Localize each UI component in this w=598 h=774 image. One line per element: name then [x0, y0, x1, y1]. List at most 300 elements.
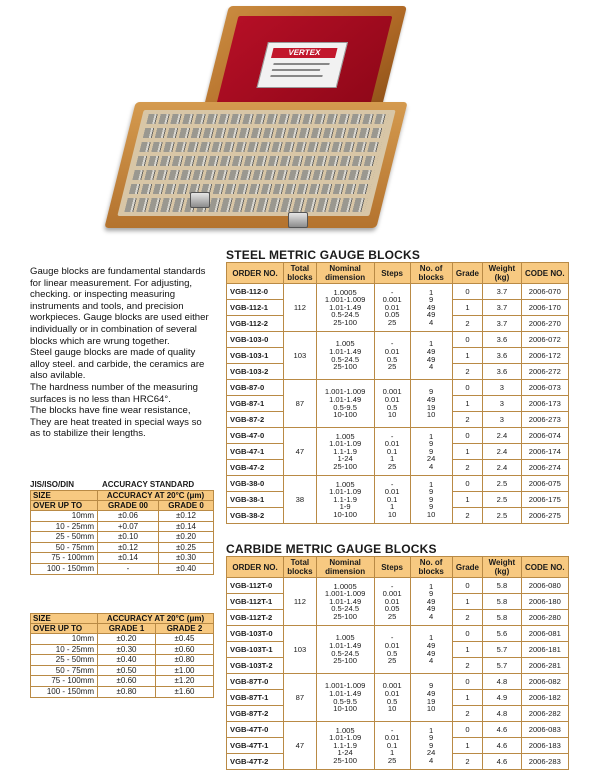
grade: 0	[452, 428, 483, 444]
order-no-header: ORDER NO.	[227, 263, 284, 284]
steps-line: 0.01	[384, 688, 400, 698]
table-row	[227, 332, 569, 348]
weight: 2.4	[483, 444, 521, 460]
no-of-blocks	[410, 476, 452, 524]
code-no: 2006-083	[521, 722, 568, 738]
nominal-dimension-line: 1.0005	[333, 581, 357, 591]
no-of-blocks-line: 19	[426, 696, 436, 706]
nominal-dimension-line: 10-100	[333, 410, 357, 420]
accuracy-value: ±0.14	[98, 553, 159, 564]
nominal-dimension-line: 25-100	[333, 611, 357, 621]
total-blocks: 112	[284, 284, 317, 332]
case-base	[104, 102, 407, 228]
nominal-dimension-line: 1.1-1.9	[333, 740, 357, 750]
accuracy-table-1	[30, 490, 214, 575]
steel-gauge-table	[226, 262, 569, 524]
accuracy-row	[31, 665, 214, 676]
grade: 0	[452, 476, 483, 492]
steps-line: 0.01	[384, 487, 400, 497]
size-cell: 50 - 75mm	[31, 665, 98, 676]
no-of-blocks-line: 24	[426, 748, 436, 758]
nominal-dimension	[316, 332, 374, 380]
no-of-blocks-header: No. of blocks	[410, 263, 452, 284]
steps-line: 0.01	[384, 394, 400, 404]
table-row	[227, 284, 569, 300]
total-blocks-header: Total blocks	[284, 263, 317, 284]
code-no: 2006-274	[521, 460, 568, 476]
weight: 3.7	[483, 300, 521, 316]
code-no: 2006-074	[521, 428, 568, 444]
desc-paragraph	[30, 347, 212, 382]
steps-line: -	[390, 633, 394, 643]
nominal-dimension-line: 0.5-24.5	[331, 310, 360, 320]
total-blocks: 38	[284, 476, 317, 524]
grade-header: GRADE 00	[98, 501, 159, 511]
no-of-blocks-line: 4	[429, 317, 434, 327]
desc-text: Steel gauge blocks are made of quality alloy steel. and carbide, the ceramics are also avilable.	[30, 347, 205, 382]
weight: 4.6	[483, 738, 521, 754]
nominal-dimension-line: 0.5-24.5	[331, 354, 360, 364]
nominal-dimension-line: 1.005	[335, 431, 355, 441]
order-no-header: ORDER NO.	[227, 557, 284, 578]
code-no: 2006-070	[521, 284, 568, 300]
steps-line: 25	[387, 317, 397, 327]
steps-line: 0.001	[382, 387, 402, 397]
weight: 3	[483, 380, 521, 396]
code-no: 2006-175	[521, 492, 568, 508]
brand-label	[257, 42, 348, 88]
nominal-dimension-header: Nominal dimension	[316, 557, 374, 578]
accuracy-value: ±0.80	[98, 686, 156, 697]
nominal-dimension-line: 1.01-1.49	[329, 596, 362, 606]
accuracy-row	[31, 676, 214, 687]
total-blocks: 47	[284, 428, 317, 476]
nominal-dimension-line: 1.001-1.009	[324, 387, 366, 397]
accuracy-value: ±1.20	[155, 676, 213, 687]
accuracy-value: ±0.25	[159, 542, 214, 553]
accuracy-value: ±0.45	[155, 634, 213, 645]
steps-line: -	[390, 725, 394, 735]
steps-line: 25	[387, 755, 397, 765]
weight: 5.7	[483, 658, 521, 674]
accuracy-value: ±0.30	[98, 644, 156, 655]
block-row	[136, 156, 378, 166]
steps	[374, 380, 410, 428]
grade: 2	[452, 610, 483, 626]
size-cell: 10 - 25mm	[31, 644, 98, 655]
total-blocks: 87	[284, 674, 317, 722]
order-no: VGB-112-2	[227, 316, 284, 332]
nominal-dimension	[316, 284, 374, 332]
order-no: VGB-47-0	[227, 428, 284, 444]
nominal-dimension-line: 1.01-1.49	[329, 394, 362, 404]
order-no: VGB-47-2	[227, 460, 284, 476]
nominal-dimension-line: 1.001-1.009	[324, 295, 366, 305]
order-no: VGB-112-1	[227, 300, 284, 316]
order-no: VGB-103-2	[227, 364, 284, 380]
accuracy-header: ACCURACY AT 20°C (μm)	[98, 614, 214, 624]
steps-header: Steps	[374, 263, 410, 284]
nominal-dimension-line: 1-24	[337, 748, 353, 758]
nominal-dimension	[316, 578, 374, 626]
size-cell: 75 - 100mm	[31, 676, 98, 687]
code-no: 2006-283	[521, 754, 568, 770]
order-no: VGB-38-1	[227, 492, 284, 508]
steel-section-title: STEEL METRIC GAUGE BLOCKS	[226, 248, 421, 262]
nominal-dimension-line: 10-100	[333, 509, 357, 519]
weight: 4.8	[483, 706, 521, 722]
total-blocks: 103	[284, 332, 317, 380]
carbide-section-title: CARBIDE METRIC GAUGE BLOCKS	[226, 542, 437, 556]
grade: 0	[452, 380, 483, 396]
weight: 2.5	[483, 508, 521, 524]
grade: 2	[452, 364, 483, 380]
grade: 1	[452, 690, 483, 706]
code-no: 2006-270	[521, 316, 568, 332]
block-row	[143, 128, 385, 138]
accuracy-row	[31, 553, 214, 564]
desc-paragraph: The hardness number of the measuring surfaces is no less than HRC64°.	[30, 381, 198, 405]
accuracy-value: ±0.50	[98, 665, 156, 676]
nominal-dimension-line: 1.0005	[333, 287, 357, 297]
steps-line: 10	[387, 509, 397, 519]
no-of-blocks-line: 9	[429, 494, 434, 504]
no-of-blocks-header: No. of blocks	[410, 557, 452, 578]
table-row	[227, 476, 569, 492]
table-row	[227, 578, 569, 594]
no-of-blocks-line: 49	[426, 596, 436, 606]
no-of-blocks-line: 9	[429, 387, 434, 397]
weight: 4.8	[483, 674, 521, 690]
steps-line: 0.001	[382, 589, 402, 599]
accuracy-header: ACCURACY AT 20°C (μm)	[98, 491, 214, 501]
code-no: 2006-075	[521, 476, 568, 492]
grade: 0	[452, 578, 483, 594]
desc-paragraph: The blocks have fine wear resistance, They are heat treated in special ways so as to stabilize their lengths.	[30, 405, 202, 440]
steps-line: 0.01	[384, 640, 400, 650]
order-no: VGB-87T-2	[227, 706, 284, 722]
accuracy-value: ±1.60	[155, 686, 213, 697]
no-of-blocks-line: 49	[426, 394, 436, 404]
block-row	[132, 170, 374, 180]
steps-line: -	[390, 339, 394, 349]
grade: 0	[452, 284, 483, 300]
code-no: 2006-172	[521, 348, 568, 364]
steps-line: 0.1	[386, 446, 398, 456]
order-no: VGB-47-1	[227, 444, 284, 460]
no-of-blocks	[410, 380, 452, 428]
size-cell: 10mm	[31, 511, 98, 522]
steps-line: 0.01	[384, 439, 400, 449]
code-no-header: CODE NO.	[521, 263, 568, 284]
accuracy-value: ±0.12	[159, 511, 214, 522]
steps-line: 0.01	[384, 596, 400, 606]
accuracy-table-2	[30, 613, 214, 698]
accuracy-value: ±0.06	[98, 511, 159, 522]
accuracy-row	[31, 521, 214, 532]
no-of-blocks-line: 9	[429, 733, 434, 743]
grade: 2	[452, 508, 483, 524]
nominal-dimension-line: 25-100	[333, 755, 357, 765]
steps	[374, 674, 410, 722]
order-no: VGB-87-2	[227, 412, 284, 428]
steps	[374, 476, 410, 524]
grade: 2	[452, 316, 483, 332]
size-cell: 100 - 150mm	[31, 563, 98, 574]
weight: 3.6	[483, 332, 521, 348]
no-of-blocks-line: 19	[426, 402, 436, 412]
steps	[374, 722, 410, 770]
steps-line: -	[390, 431, 394, 441]
nominal-dimension-line: 0.5-24.5	[331, 648, 360, 658]
order-no: VGB-112T-0	[227, 578, 284, 594]
nominal-dimension-line: 1.01-1.09	[329, 439, 362, 449]
accuracy-value: ±0.40	[98, 655, 156, 666]
steps-line: 0.001	[382, 295, 402, 305]
order-no: VGB-47T-0	[227, 722, 284, 738]
order-no: VGB-87T-0	[227, 674, 284, 690]
no-of-blocks-line: 10	[426, 704, 436, 714]
case-latch	[288, 212, 308, 228]
nominal-dimension-line: 1.01-1.49	[329, 302, 362, 312]
no-of-blocks-line: 10	[426, 410, 436, 420]
size-cell: 10mm	[31, 634, 98, 645]
grade: 2	[452, 706, 483, 722]
order-no: VGB-103T-1	[227, 642, 284, 658]
total-blocks: 103	[284, 626, 317, 674]
weight: 3.7	[483, 316, 521, 332]
over-upto-header: OVER UP TO	[31, 501, 98, 511]
grade: 0	[452, 332, 483, 348]
weight: 5.7	[483, 642, 521, 658]
weight: 5.6	[483, 626, 521, 642]
order-no: VGB-87T-1	[227, 690, 284, 706]
label-line	[270, 75, 322, 77]
grade: 1	[452, 396, 483, 412]
grade: 1	[452, 738, 483, 754]
weight: 3	[483, 412, 521, 428]
block-row	[139, 142, 381, 152]
steps-line: 25	[387, 362, 397, 372]
grade-header: Grade	[452, 263, 483, 284]
steps-line: -	[390, 581, 394, 591]
nominal-dimension-line: 1.1-1.9	[333, 494, 357, 504]
nominal-dimension-line: 0.5-9.5	[333, 402, 357, 412]
no-of-blocks-line: 4	[429, 611, 434, 621]
table-row	[227, 380, 569, 396]
accuracy-value: ±0.60	[155, 644, 213, 655]
nominal-dimension-line: 0.5-24.5	[331, 604, 360, 614]
code-no: 2006-280	[521, 610, 568, 626]
nominal-dimension-line: 1.005	[335, 339, 355, 349]
weight: 4.6	[483, 722, 521, 738]
size-cell: 25 - 50mm	[31, 655, 98, 666]
nominal-dimension-line: 1.005	[335, 479, 355, 489]
weight: 5.8	[483, 594, 521, 610]
accuracy-title-left: JIS/ISO/DIN	[30, 480, 75, 489]
code-no: 2006-173	[521, 396, 568, 412]
order-no: VGB-38-2	[227, 508, 284, 524]
nominal-dimension-line: 0.5-9.5	[333, 696, 357, 706]
accuracy-row	[31, 542, 214, 553]
nominal-dimension-line: 1.01-1.49	[329, 346, 362, 356]
no-of-blocks	[410, 332, 452, 380]
block-tray	[117, 110, 395, 216]
code-no: 2006-082	[521, 674, 568, 690]
grade: 0	[452, 626, 483, 642]
steps-line: 10	[387, 410, 397, 420]
size-cell: 75 - 100mm	[31, 553, 98, 564]
code-no: 2006-174	[521, 444, 568, 460]
steps	[374, 428, 410, 476]
no-of-blocks-line: 49	[426, 346, 436, 356]
grade: 1	[452, 348, 483, 364]
accuracy-row	[31, 634, 214, 645]
code-no: 2006-282	[521, 706, 568, 722]
order-no: VGB-47T-2	[227, 754, 284, 770]
nominal-dimension-line: 1.01-1.09	[329, 487, 362, 497]
size-cell: 10 - 25mm	[31, 521, 98, 532]
block-row	[129, 184, 371, 194]
steps-line: -	[390, 287, 394, 297]
nominal-dimension-line: 25-100	[333, 656, 357, 666]
grade: 2	[452, 754, 483, 770]
code-no: 2006-272	[521, 364, 568, 380]
grade-header: GRADE 2	[155, 624, 213, 634]
label-line	[273, 63, 329, 65]
brand-logo: VERTEX	[271, 48, 337, 58]
grade: 0	[452, 674, 483, 690]
total-blocks: 47	[284, 722, 317, 770]
no-of-blocks	[410, 578, 452, 626]
accuracy-value: ±0.60	[98, 676, 156, 687]
steps-line: 0.05	[384, 604, 400, 614]
accuracy-value: ±0.12	[98, 542, 159, 553]
accuracy-row	[31, 644, 214, 655]
weight: 3.6	[483, 364, 521, 380]
grade-header: Grade	[452, 557, 483, 578]
steps	[374, 578, 410, 626]
grade-header: GRADE 1	[98, 624, 156, 634]
nominal-dimension-line: 1.01-1.09	[329, 733, 362, 743]
weight: 4.6	[483, 754, 521, 770]
grade: 2	[452, 460, 483, 476]
order-no: VGB-38-0	[227, 476, 284, 492]
grade: 1	[452, 594, 483, 610]
code-no: 2006-181	[521, 642, 568, 658]
order-no: VGB-103T-0	[227, 626, 284, 642]
no-of-blocks-line: 1	[429, 479, 434, 489]
weight: 2.4	[483, 428, 521, 444]
over-upto-header: OVER UP TO	[31, 624, 98, 634]
code-no: 2006-183	[521, 738, 568, 754]
no-of-blocks-line: 49	[426, 354, 436, 364]
steps	[374, 284, 410, 332]
code-no: 2006-170	[521, 300, 568, 316]
accuracy-value: ±1.00	[155, 665, 213, 676]
nominal-dimension	[316, 380, 374, 428]
steps-line: 0.5	[386, 402, 398, 412]
weight: 5.8	[483, 578, 521, 594]
weight-header: Weight (kg)	[483, 263, 521, 284]
code-no: 2006-182	[521, 690, 568, 706]
size-cell: 25 - 50mm	[31, 532, 98, 543]
order-no: VGB-103-1	[227, 348, 284, 364]
weight: 3.7	[483, 284, 521, 300]
order-no: VGB-47T-1	[227, 738, 284, 754]
desc-paragraph: Gauge blocks are fundamental standards for linear measurement. For adjusting, checking. or inspecting measuring instruments and tools, and precision workpieces. Gauge blocks are used either individually or in combination of several blocks which are wrung together.	[30, 266, 209, 347]
grade: 1	[452, 642, 483, 658]
steps-line: 1	[389, 502, 395, 512]
nominal-dimension-line: 25-100	[333, 461, 357, 471]
nominal-dimension	[316, 428, 374, 476]
accuracy-value: -	[98, 563, 159, 574]
no-of-blocks-line: 4	[429, 755, 434, 765]
grade: 0	[452, 722, 483, 738]
order-no: VGB-112T-1	[227, 594, 284, 610]
no-of-blocks-line: 1	[429, 431, 434, 441]
no-of-blocks-line: 1	[429, 339, 434, 349]
no-of-blocks	[410, 284, 452, 332]
no-of-blocks-line: 1	[429, 633, 434, 643]
code-no: 2006-080	[521, 578, 568, 594]
no-of-blocks	[410, 626, 452, 674]
size-header: SIZE	[31, 491, 98, 501]
grade: 1	[452, 444, 483, 460]
no-of-blocks	[410, 722, 452, 770]
no-of-blocks-line: 9	[429, 681, 434, 691]
steps-line: 0.5	[386, 696, 398, 706]
no-of-blocks-line: 24	[426, 454, 436, 464]
nominal-dimension-line: 1.005	[335, 725, 355, 735]
description	[30, 266, 212, 440]
nominal-dimension-line: 1-9	[339, 502, 351, 512]
no-of-blocks-line: 9	[429, 439, 434, 449]
lid-felt-lining	[214, 16, 393, 116]
nominal-dimension	[316, 674, 374, 722]
table-row	[227, 722, 569, 738]
no-of-blocks	[410, 674, 452, 722]
no-of-blocks-line: 49	[426, 640, 436, 650]
no-of-blocks	[410, 428, 452, 476]
steps-header: Steps	[374, 557, 410, 578]
code-no-header: CODE NO.	[521, 557, 568, 578]
grade: 1	[452, 492, 483, 508]
weight: 2.5	[483, 476, 521, 492]
block-row	[124, 198, 367, 212]
nominal-dimension	[316, 476, 374, 524]
accuracy-value: ±0.10	[98, 532, 159, 543]
steps-line: 0.1	[386, 494, 398, 504]
code-no: 2006-275	[521, 508, 568, 524]
steps-line: 0.5	[386, 648, 398, 658]
nominal-dimension-line: 1.01-1.49	[329, 688, 362, 698]
no-of-blocks-line: 49	[426, 648, 436, 658]
accuracy-row	[31, 655, 214, 666]
weight: 5.8	[483, 610, 521, 626]
size-header: SIZE	[31, 614, 98, 624]
accuracy-title-right: ACCURACY STANDARD	[102, 480, 195, 489]
code-no: 2006-273	[521, 412, 568, 428]
size-cell: 100 - 150mm	[31, 686, 98, 697]
no-of-blocks-line: 4	[429, 362, 434, 372]
steps-line: -	[390, 479, 394, 489]
nominal-dimension	[316, 626, 374, 674]
steps	[374, 626, 410, 674]
steps-line: 0.1	[386, 740, 398, 750]
steps-line: 1	[389, 748, 395, 758]
carbide-gauge-table	[226, 556, 569, 770]
